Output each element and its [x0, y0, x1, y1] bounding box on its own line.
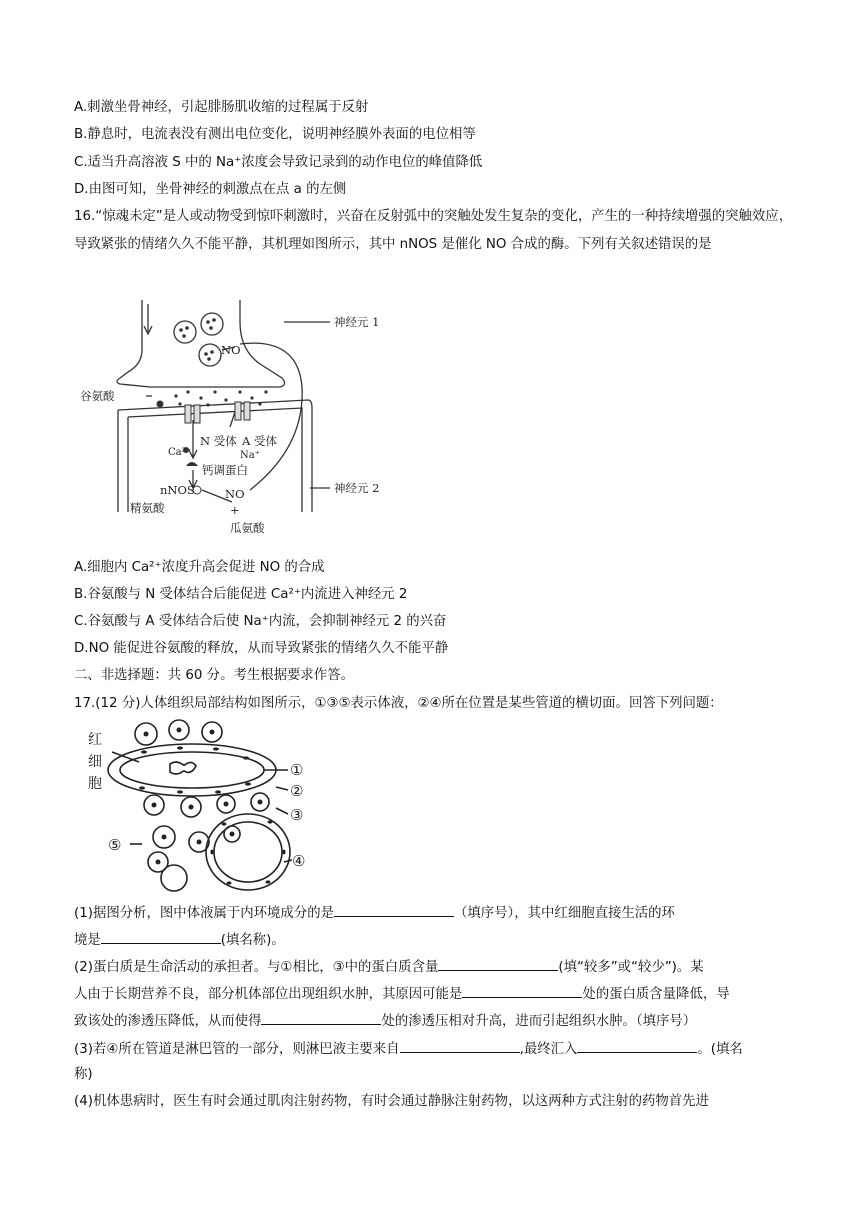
mark-5: ⑤: [108, 836, 122, 854]
q16-synapse-diagram: [80, 292, 420, 542]
q16-stem: 16.“惊魂未定”是人或动物受到惊吓刺激时，兴奋在反射弧中的突触处发生复杂的变化，产生的一种持续增强的突触效应，导致紧张的情绪久久不能平静，其机理如图所示，其中 nNOS 是催化 NO 合成的酶。下列有关叙述错误的是: [74, 209, 793, 252]
ca-label: Ca²⁺: [168, 447, 191, 458]
answer-blank[interactable]: [261, 1010, 381, 1025]
arginine-label: 精氨酸: [130, 501, 165, 515]
q16-option-d: D.NO 能促进谷氨酸的释放，从而导致紧张的情绪久久不能平静: [74, 641, 449, 656]
q17-tissue-diagram: [84, 712, 334, 894]
q17-part2-line1: (2)蛋白质是生命活动的承担者。与①相比，③中的蛋白质含量 (填“较多”或“较少”)。某: [74, 956, 704, 978]
neuron2-label: 神经元 2: [334, 481, 380, 495]
mark-1: ①: [290, 761, 304, 779]
q17-part1-line2: 境是 (填名称)。: [74, 929, 285, 951]
nnos-label: nNOS: [160, 483, 195, 497]
section-heading: 二、非选择题：共 60 分。考生根据要求作答。: [74, 668, 354, 683]
mark-2: ②: [290, 782, 304, 800]
rbc-label-1: 红: [88, 732, 102, 748]
calmodulin-label: 钙调蛋白: [202, 463, 248, 477]
q16-option-a: A.细胞内 Ca²⁺浓度升高会促进 NO 的合成: [74, 560, 325, 575]
q17-stem: 17.(12 分)人体组织局部结构如图所示，①③⑤表示体液，②④所在位置是某些管道的横切面。回答下列问题：: [74, 696, 723, 711]
q17-part2-line3: 致该处的渗透压降低，从而使得 处的渗透压相对升高，进而引起组织水肿。（填序号）: [74, 1010, 696, 1032]
plus-sign: +: [230, 503, 240, 517]
a-receptor-label: A 受体: [242, 434, 277, 448]
q17-part3-line2: 称): [74, 1067, 93, 1082]
rbc-label-2: 细: [88, 754, 102, 770]
answer-blank[interactable]: [400, 1038, 520, 1053]
q15-option-b: B.静息时，电流表没有测出电位变化，说明神经膜外表面的电位相等: [74, 127, 476, 142]
answer-blank[interactable]: [462, 983, 582, 998]
q17-part1-line1: (1)据图分析，图中体液属于内环境成分的是 （填序号），其中红细胞直接生活的环: [74, 902, 675, 924]
answer-blank[interactable]: [438, 956, 558, 971]
q17-part3-line1: (3)若④所在管道是淋巴管的一部分，则淋巴液主要来自 ,最终汇入 。(填名: [74, 1038, 743, 1060]
na-label: Na⁺: [240, 450, 260, 461]
mark-4: ④: [292, 852, 306, 870]
n-receptor-label: N 受体: [200, 434, 237, 448]
q17-part2-line2: 人由于长期营养不良，部分机体部位出现组织水肿，其原因可能是 处的蛋白质含量降低，导: [74, 983, 730, 1005]
mark-3: ③: [290, 806, 304, 824]
glutamate-label: 谷氨酸: [80, 389, 115, 403]
answer-blank[interactable]: [334, 902, 454, 917]
rbc-label-3: 胞: [88, 776, 102, 792]
q16-option-b: B.谷氨酸与 N 受体结合后能促进 Ca²⁺内流进入神经元 2: [74, 587, 408, 602]
q16-option-c: C.谷氨酸与 A 受体结合后使 Na⁺内流，会抑制神经元 2 的兴奋: [74, 614, 447, 629]
no-top-label: NO: [221, 343, 241, 357]
q15-option-d: D.由图可知，坐骨神经的刺激点在点 a 的左侧: [74, 182, 347, 197]
citrulline-label: 瓜氨酸: [230, 521, 265, 535]
neuron1-label: 神经元 1: [334, 315, 380, 329]
no-bottom-label: NO: [225, 487, 245, 501]
answer-blank[interactable]: [101, 929, 221, 944]
answer-blank[interactable]: [577, 1038, 697, 1053]
q17-part4-line1: (4)机体患病时，医生有时会通过肌肉注射药物，有时会通过静脉注射药物，以这两种方式注射的药物首先进: [74, 1094, 709, 1109]
q15-option-c: C.适当升高溶液 S 中的 Na⁺浓度会导致记录到的动作电位的峰值降低: [74, 155, 483, 170]
q15-option-a: A.刺激坐骨神经，引起腓肠肌收缩的过程属于反射: [74, 100, 369, 115]
